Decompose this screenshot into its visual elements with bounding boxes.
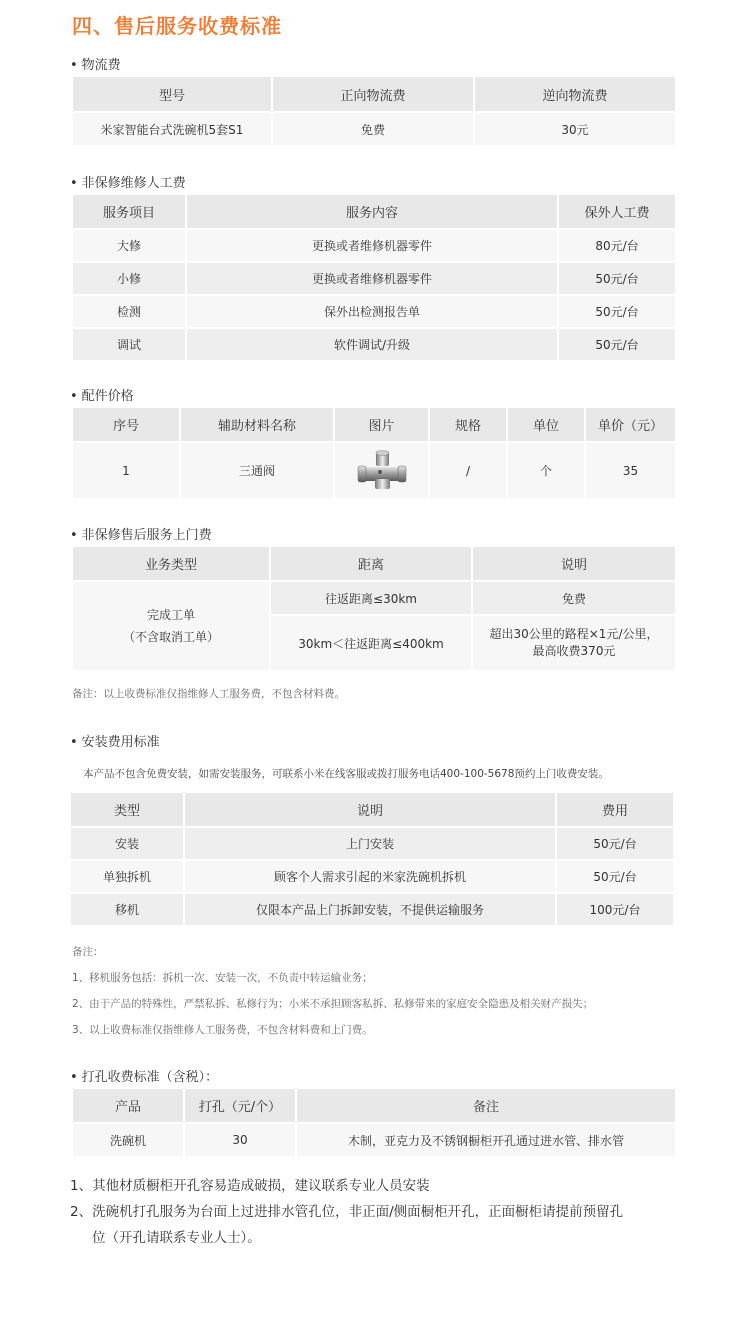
table-row [73,113,675,145]
table-cell: 单独拆机 [71,861,183,892]
header-cell: 序号 [73,408,179,441]
section-heading-logistics: • 物流费 [70,54,121,73]
table-cell: 50元/台 [559,296,675,327]
install-note-label: 备注： [72,946,104,958]
table-cell: 顾客个人需求引起的米家洗碗机拆机 [185,861,555,892]
table-cell: 保外出检测报告单 [187,296,557,327]
drilling-note-1: 1、其他材质橱柜开孔容易造成破损，建议联系专业人员安装 [70,1178,430,1194]
three-way-valve-icon [356,449,408,493]
table-cell: 安装 [71,828,183,859]
install-intro: 本产品不包含免费安装，如需安装服务，可联系小米在线客服或拨打服务电话400-100-5678预约上门收费安装。 [83,768,609,780]
section-heading-visit: • 非保修售后服务上门费 [70,524,212,543]
table-cell: 软件调试/升级 [187,329,557,360]
table-row [73,443,675,498]
header-cell: 保外人工费 [559,195,675,228]
table-cell: 30元 [475,113,675,145]
table-row [73,582,675,614]
header-cell: 产品 [73,1089,183,1122]
header-cell: 打孔（元/个） [185,1089,295,1122]
header-cell: 辅助材料名称 [181,408,333,441]
drilling-note-2-cont: 位（开孔请联系专业人士）。 [92,1230,261,1246]
section-heading-labor: • 非保修维修人工费 [70,172,186,191]
drilling-note-2: 2、洗碗机打孔服务为台面上过进排水管孔位，非正面/侧面橱柜开孔，正面橱柜请提前预留孔 [70,1204,624,1220]
header-cell: 单位 [508,408,584,441]
table-cell: 米家智能台式洗碗机5套S1 [73,113,271,145]
header-cell: 服务内容 [187,195,557,228]
install-note-1: 1、移机服务包括：拆机一次、安装一次，不负责中转运输业务； [72,972,373,984]
table-cell: 往返距离≤30km [271,582,471,614]
table-cell [473,616,675,670]
table-header-row [73,77,675,111]
table-cell: 免费 [473,582,675,614]
table-cell: 洗碗机 [73,1124,183,1156]
table-row [73,296,675,327]
visit-type-line: 完成工单 [146,608,195,622]
table-cell: 个 [508,443,584,498]
table-cell: 50元/台 [559,329,675,360]
table-cell: 上门安装 [185,828,555,859]
section-heading-install: • 安装费用标准 [70,731,160,750]
logistics-table [71,75,677,147]
table-cell: 更换或者维修机器零件 [187,263,557,294]
table-cell: 小修 [73,263,185,294]
table-header-row [73,408,675,441]
table-cell: 木制，亚克力及不锈钢橱柜开孔通过进水管、排水管 [297,1124,675,1156]
table-cell: 50元/台 [559,263,675,294]
table-cell: 检测 [73,296,185,327]
visit-type-cell [73,582,269,670]
table-header-row [73,1089,675,1122]
table-cell: 80元/台 [559,230,675,261]
table-cell: 大修 [73,230,185,261]
cell-line: 最高收费370元 [532,644,616,658]
visit-note: 备注：以上收费标准仅指维修人工服务费，不包含材料费。 [72,688,345,700]
install-note-2: 2、由于产品的特殊性，严禁私拆、私修行为；小米不承担顾客私拆、私修带来的家庭安全隐患及相关财产损失； [72,998,594,1010]
table-cell: 免费 [273,113,473,145]
table-row [71,861,673,892]
table-row [71,894,673,925]
table-cell: 三通阀 [181,443,333,498]
header-cell: 备注 [297,1089,675,1122]
table-cell: 调试 [73,329,185,360]
header-cell: 规格 [430,408,506,441]
drilling-table [71,1087,677,1158]
header-cell: 距离 [271,547,471,580]
header-cell: 类型 [71,793,183,826]
table-cell: 50元/台 [557,828,673,859]
table-row [73,329,675,360]
visit-type-line: （不含取消工单） [122,630,219,644]
header-cell: 费用 [557,793,673,826]
header-cell: 说明 [473,547,675,580]
table-row [73,230,675,261]
header-cell: 型号 [73,77,271,111]
header-cell: 逆向物流费 [475,77,675,111]
table-cell: 仅限本产品上门拆卸安装，不提供运输服务 [185,894,555,925]
section-heading-parts: • 配件价格 [70,385,134,404]
table-header-row [73,195,675,228]
parts-table [71,406,677,500]
table-cell: 1 [73,443,179,498]
table-cell: 100元/台 [557,894,673,925]
table-cell: 50元/台 [557,861,673,892]
table-cell: 移机 [71,894,183,925]
install-note-3: 3、以上收费标准仅指维修人工服务费，不包含材料费和上门费。 [72,1024,373,1036]
header-cell: 单价（元） [586,408,675,441]
section-heading-drilling: • 打孔收费标准（含税）： [70,1066,218,1085]
table-row [73,1124,675,1156]
table-cell: / [430,443,506,498]
table-cell: 30km＜往返距离≤400km [271,616,471,670]
visit-table [71,545,677,672]
table-cell: 35 [586,443,675,498]
table-header-row [71,793,673,826]
table-cell-image [335,443,428,498]
header-cell: 业务类型 [73,547,269,580]
labor-table [71,193,677,362]
table-row [73,263,675,294]
cell-line: 超出30公里的路程×1元/公里， [489,627,659,641]
table-header-row [73,547,675,580]
header-cell: 正向物流费 [273,77,473,111]
table-row [71,828,673,859]
table-cell: 30 [185,1124,295,1156]
header-cell: 说明 [185,793,555,826]
table-cell: 更换或者维修机器零件 [187,230,557,261]
header-cell: 服务项目 [73,195,185,228]
install-table [69,791,675,927]
page-title: 四、售后服务收费标准 [72,14,282,38]
header-cell: 图片 [335,408,428,441]
